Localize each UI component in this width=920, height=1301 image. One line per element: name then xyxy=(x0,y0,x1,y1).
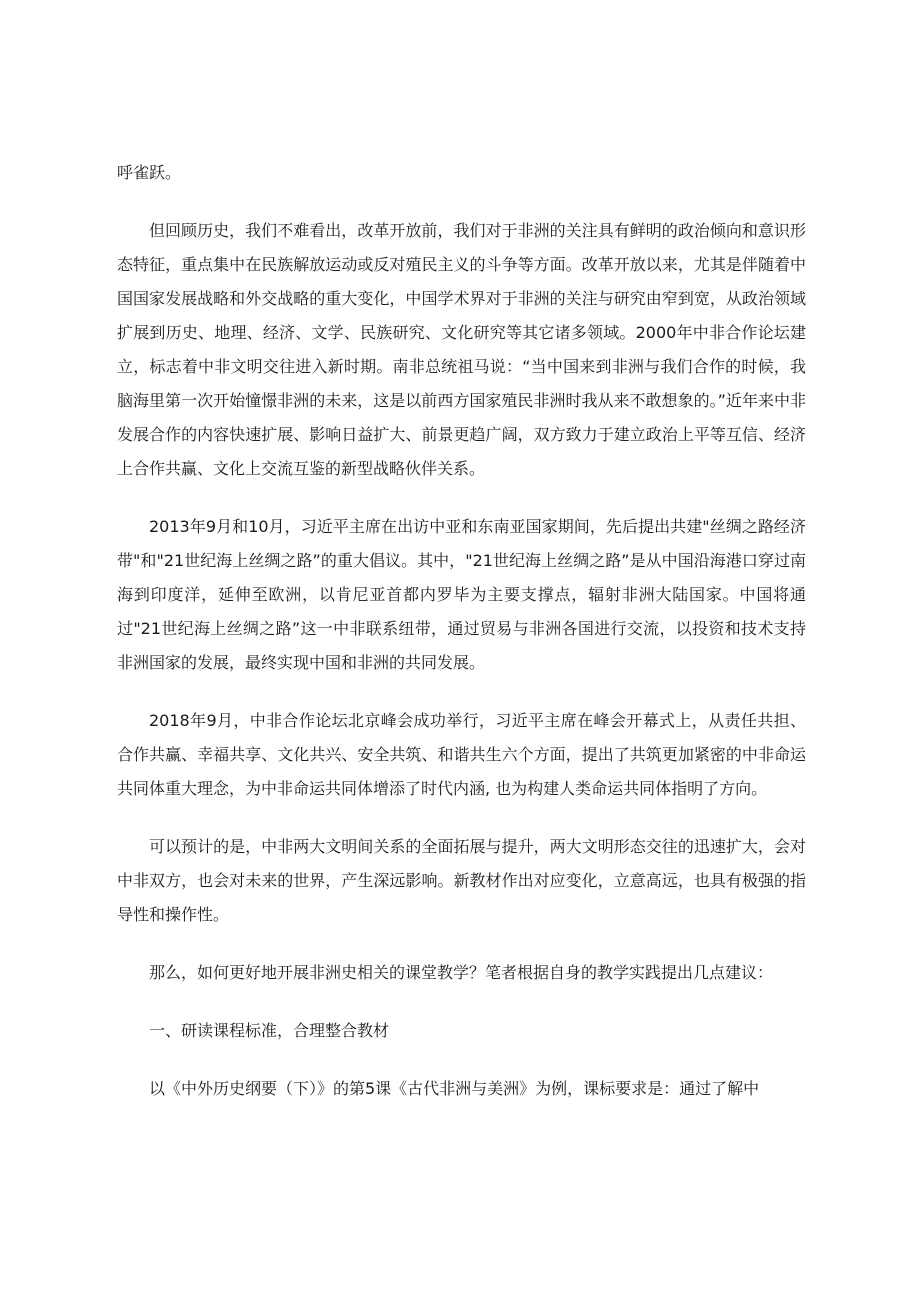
paragraph-belt-and-road: 2013年9月和10月，习近平主席在出访中亚和东南亚国家期间，先后提出共建"丝绸之路经济带"和"21世纪海上丝绸之路”的重大倡议。其中，"21世纪海上丝绸之路”是从中国沿海港口穿过南海到印度洋，延伸至欧洲，以肯尼亚首都内罗毕为主要支撑点，辐射非洲大陆国家。中国将通过"21世纪海上丝绸之路”这一中非联系纽带，通过贸易与非洲各国进行交流，以投资和技术支持非洲国家的发展，最终实现中国和非洲的共同发展。 xyxy=(117,517,806,672)
paragraph-continued: 呼雀跃。 xyxy=(117,163,182,182)
paragraph-history-review: 但回顾历史，我们不难看出，改革开放前，我们对于非洲的关注具有鲜明的政治倾向和意识形态特征，重点集中在民族解放运动或反对殖民主义的斗争等方面。改革开放以来，尤其是伴随着中国国家发展战略和外交战略的重大变化，中国学术界对于非洲的关注与研究由窄到宽，从政治领域扩展到历史、地理、经济、文学、民族研究、文化研究等其它诸多领域。2000年中非合作论坛建立，标志着中非文明交往进入新时期。南非总统祖马说：“当中国来到非洲与我们合作的时候，我脑海里第一次开始憧憬非洲的未来，这是以前西方国家殖民非洲时我从来不敢想象的。”近年来中非发展合作的内容快速扩展、影响日益扩大、前景更趋广阔，双方致力于建立政治上平等互信、经济上合作共赢、文化上交流互鉴的新型战略伙伴关系。 xyxy=(117,221,806,478)
paragraph-example-lesson: 以《中外历史纲要（下）》的第5课《古代非洲与美洲》为例，课标要求是：通过了解中 xyxy=(149,1079,760,1098)
paragraph-suggestions-intro: 那么，如何更好地开展非洲史相关的课堂教学？笔者根据自身的教学实践提出几点建议： xyxy=(149,963,774,982)
document-body xyxy=(117,156,806,1130)
section-heading-one: 一、研读课程标准，合理整合教材 xyxy=(149,1021,390,1040)
paragraph-future-impact: 可以预计的是，中非两大文明间关系的全面拓展与提升，两大文明形态交往的迅速扩大，会对中非双方，也会对未来的世界，产生深远影响。新教材作出对应变化，立意高远，也具有极强的指导性和操作性。 xyxy=(117,837,806,924)
paragraph-focac-summit: 2018年9月，中非合作论坛北京峰会成功举行，习近平主席在峰会开幕式上，从责任共担、合作共赢、幸福共享、文化共兴、安全共筑、和谐共生六个方面，提出了共筑更加紧密的中非命运共同体重大理念，为中非命运共同体增添了时代内涵, 也为构建人类命运共同体指明了方向。 xyxy=(117,711,806,798)
